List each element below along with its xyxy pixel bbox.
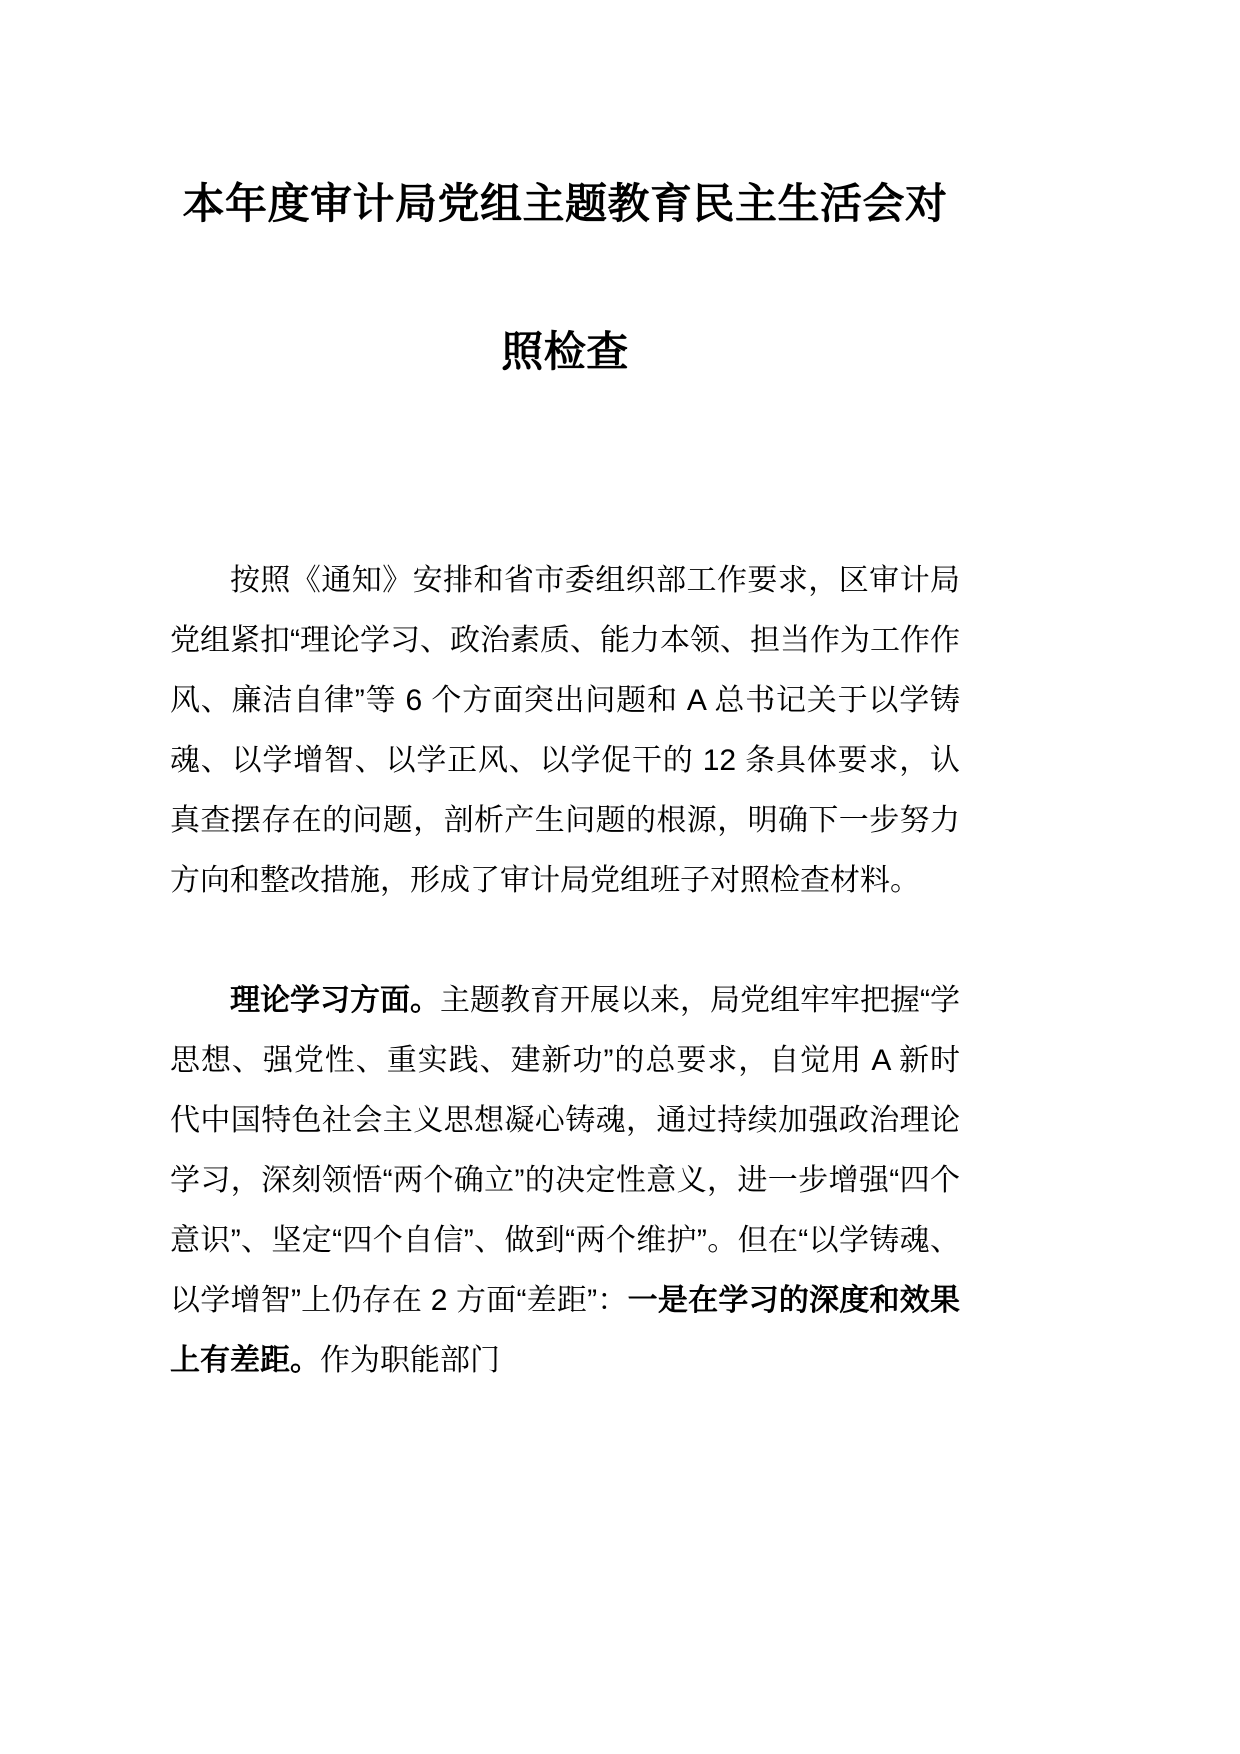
document-title-line-2: 照检查 xyxy=(501,328,629,375)
paragraph-text-bold: 理论学习方面。 xyxy=(230,984,440,1017)
document-title xyxy=(170,130,960,426)
paragraph xyxy=(170,971,960,1391)
paragraph-text: 主题教育开展以来，局党组牢牢把握“学思想、强党性、重实践、建新功”的总要求，自觉用 A 新时代中国特色社会主义思想凝心铸魂，通过持续加强政治理论学习，深刻领悟“两个确立”的决定性意义，进一步增强“四个意识”、坚定“四个自信”、做到“两个维护”。但在“以学铸魂、以学增智”上仍存在 2 方面“差距”： xyxy=(170,984,960,1317)
paragraph xyxy=(170,551,960,911)
paragraph-text-bold: 一是在学习的深度和效果上有差距。 xyxy=(170,1284,961,1377)
document-title-line-1: 本年度审计局党组主题教育民主生活会对 xyxy=(182,180,948,227)
paragraph-text: 按照《通知》安排和省市委组织部工作要求，区审计局党组紧扣“理论学习、政治素质、能力本领、担当作为工作作风、廉洁自律”等 6 个方面突出问题和 A 总书记关于以学铸魂、以学增智、以学正风、以学促干的 12 条具体要求，认真查摆存在的问题，剖析产生问题的根源，明确下一步努力方向和整改措施，形成了审计局党组班子对照检查材料。 xyxy=(170,564,960,897)
document-body xyxy=(170,551,960,1391)
paragraph-text: 作为职能部门 xyxy=(320,1344,500,1377)
